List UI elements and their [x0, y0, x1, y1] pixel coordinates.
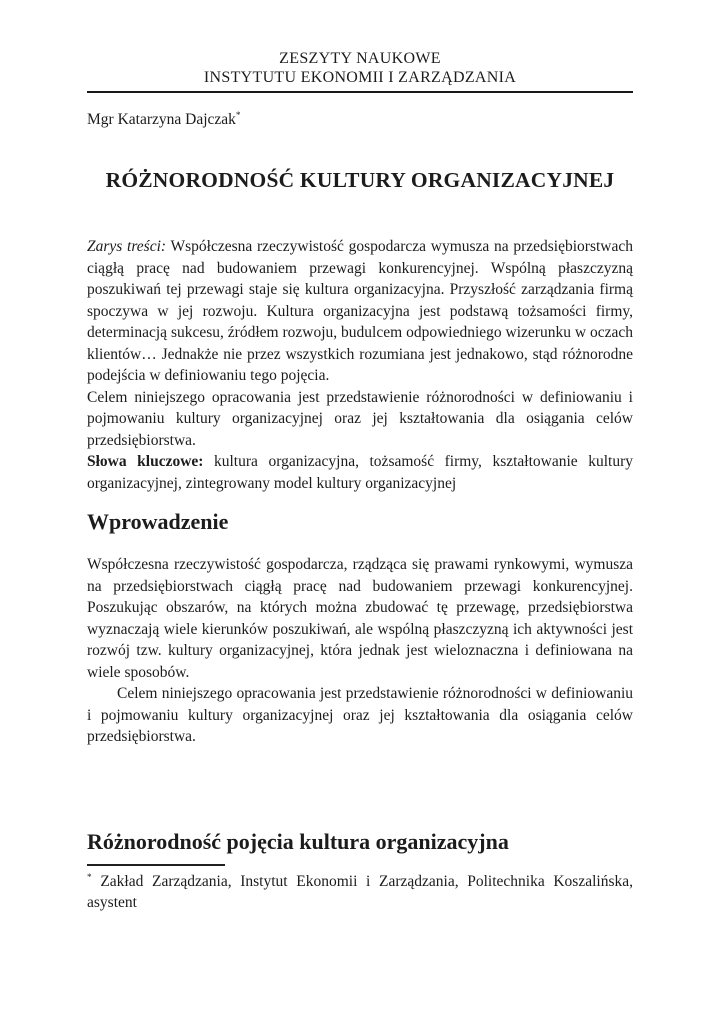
section-heading-roznorodnosc-pojecia: Różnorodność pojęcia kultura organizacyjna: [87, 828, 509, 854]
intro-paragraph-2: Celem niniejszego opracowania jest przedstawienie różnorodności w definiowaniu i pojmowaniu kultury organizacyjnej oraz jej kształtowania dla osiągania celów przedsiębiorstwa.: [87, 685, 633, 745]
abstract-paragraph: [87, 236, 633, 387]
keywords-text: kultura organizacyjna, tożsamość firmy, kształtowanie kultury organizacyjnej, zintegrowany model kultury organizacyjnej: [87, 453, 633, 492]
page-content: [87, 0, 633, 913]
section-heading-wprowadzenie: Wprowadzenie: [87, 509, 229, 534]
journal-header: [87, 49, 633, 87]
journal-header-line1: ZESZYTY NAUKOWE: [279, 50, 441, 67]
article-title: RÓŻNORODNOŚĆ KULTURY ORGANIZACYJNEJ: [105, 168, 615, 192]
header-divider: [87, 91, 633, 93]
abstract-aim-paragraph: Celem niniejszego opracowania jest przedstawienie różnorodności w definiowaniu i pojmowaniu kultury organizacyjnej oraz jej kształtowania dla osiągania celów przedsiębiorstwa.: [87, 388, 633, 449]
keywords-paragraph: [87, 451, 633, 494]
author-line: [87, 110, 633, 129]
footnote-divider: [87, 864, 225, 866]
abstract-block: [87, 236, 633, 494]
footnote: [87, 871, 633, 913]
abstract-label: Zarys treści:: [87, 238, 167, 255]
journal-header-line2: INSTYTUTU EKONOMII I ZARZĄDZANIA: [203, 69, 517, 86]
author-footnote-marker: *: [235, 110, 241, 121]
abstract-text: Współczesna rzeczywistość gospodarcza wymusza na przedsiębiorstwach ciągłą pracę nad budowaniem przewagi konkurencyjnej. Wspólną płaszczyzną poszukiwań tej przewagi staje się kultura organizacyjna. Przyszłość zarządzania firmą spoczywa w jej rozwoju. Kultura organizacyjna jest podstawą tożsamości firmy, determinacją sukcesu, źródłem rozwoju, budulcem odpowiedniego wizerunku w oczach klientów… Jednakże nie przez wszystkich rozumiana jest jednakowo, stąd różnorodne podejścia w definiowaniu tego pojęcia.: [87, 238, 633, 384]
footnote-text: Zakład Zarządzania, Instytut Ekonomii i Zarządzania, Politechnika Koszalińska, asystent: [87, 872, 634, 911]
author-name: Mgr Katarzyna Dajczak: [87, 111, 236, 128]
footnote-marker: *: [87, 872, 92, 883]
intro-paragraph-1: Współczesna rzeczywistość gospodarcza, rządząca się prawami rynkowymi, wymusza na przedsiębiorstwach ciągłą pracę nad budowaniem przewagi konkurencyjnej. Poszukując obszarów, na których można zbudować tę przewagę, przedsiębiorstwa wyznaczają wiele kierunków poszukiwań, ale wspólną płaszczyzną ich aktywności jest rozwój tzw. kultury organizacyjnej, która jednak jest wieloznaczna i definiowana na wiele sposobów.: [87, 556, 633, 681]
keywords-label: Słowa kluczowe:: [87, 453, 204, 470]
